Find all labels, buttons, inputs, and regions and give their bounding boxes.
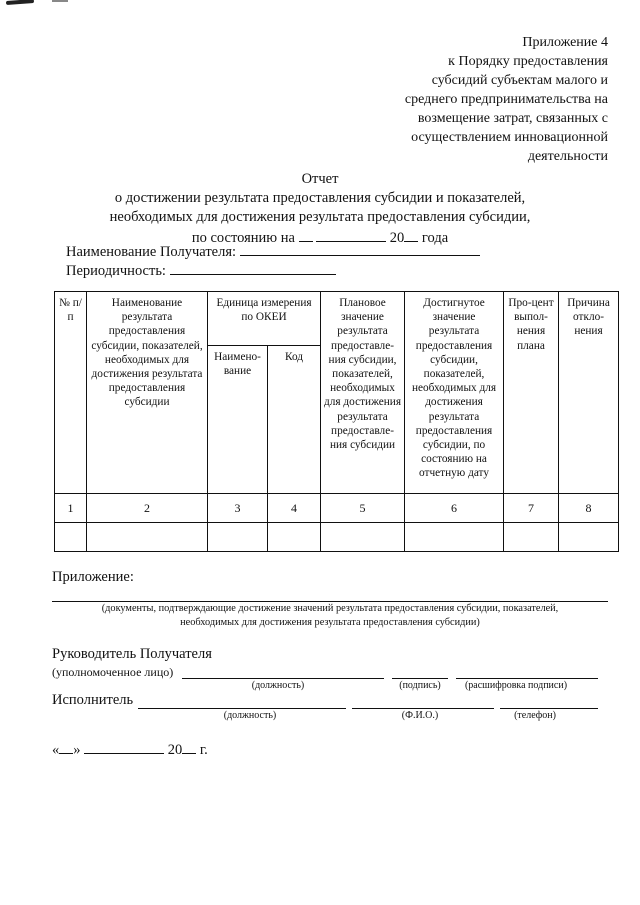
header-unit: Единица измерения по ОКЕИ — [208, 292, 321, 346]
table-cell[interactable] — [268, 523, 321, 552]
report-table — [54, 291, 619, 552]
header-unit-name: Наимено-вание — [208, 346, 268, 494]
appendix-line: Приложение 4 — [522, 35, 608, 50]
attachment-note — [52, 602, 608, 630]
header-percent: Про-цент выпол-нения плана — [504, 292, 559, 494]
table-cell[interactable] — [55, 523, 87, 552]
authorized-label: (уполномоченное лицо) — [52, 665, 174, 679]
recipient-input-line[interactable] — [240, 241, 480, 256]
date-year-suffix: г. — [199, 742, 208, 758]
scan-artifact — [6, 0, 34, 5]
date-year-prefix: 20 — [167, 742, 183, 758]
scan-artifact — [52, 0, 68, 2]
report-title: Отчет — [301, 171, 339, 187]
table-cell[interactable] — [321, 523, 405, 552]
appendix-line: среднего предпринимательства на — [404, 92, 608, 107]
caption-decoding: (расшифровка подписи) — [464, 680, 568, 691]
table-header-row — [55, 292, 619, 346]
header-result-name: Наименование результата предоставления субсидии, показателей, необходимых для достижения результата предоставления субсидии — [87, 292, 208, 494]
executor-label: Исполнитель — [52, 692, 134, 708]
column-number: 6 — [405, 494, 504, 523]
attachment-label: Приложение: — [52, 569, 134, 585]
column-number: 2 — [87, 494, 208, 523]
head-label: Руководитель Получателя — [52, 646, 212, 662]
day-blank[interactable] — [299, 227, 313, 242]
column-number: 4 — [268, 494, 321, 523]
table-cell[interactable] — [559, 523, 619, 552]
date-open-quote: « — [52, 742, 60, 758]
report-subtitle-line2: необходимых для достижения результата предоставления субсидии, — [109, 209, 531, 225]
table-cell[interactable] — [504, 523, 559, 552]
position-line[interactable] — [182, 678, 384, 679]
report-title-block — [0, 170, 640, 248]
periodicity-row — [66, 260, 336, 280]
header-achieved: Достигнутое значение результата предоставления субсидии, показателей, необходимых для достижения результата предоставления субсидии, по состоянию на отчетную дату — [405, 292, 504, 494]
appendix-line: субсидий субъектам малого и — [431, 73, 608, 88]
year-prefix: 20 — [389, 230, 405, 246]
header-reason: Причина откло-нения — [559, 292, 619, 494]
column-number: 8 — [559, 494, 619, 523]
table-cell[interactable] — [87, 523, 208, 552]
report-subtitle-line1: о достижении результата предоставления субсидии и показателей, — [114, 190, 526, 206]
year-suffix: года — [421, 230, 449, 246]
caption-position-2: (должность) — [223, 710, 277, 721]
date-month-blank[interactable] — [84, 739, 164, 754]
periodicity-input-line[interactable] — [170, 260, 336, 275]
date-line — [52, 739, 208, 759]
date-day-blank[interactable] — [59, 739, 73, 754]
column-number: 7 — [504, 494, 559, 523]
periodicity-label: Периодичность: — [66, 263, 166, 279]
decoding-line[interactable] — [456, 678, 598, 679]
appendix-line: осуществлением инновационной — [411, 130, 608, 145]
recipient-row — [66, 241, 480, 261]
caption-position: (должность) — [251, 680, 305, 691]
year-blank[interactable] — [404, 227, 418, 242]
date-year-blank[interactable] — [182, 739, 196, 754]
caption-signature: (подпись) — [399, 680, 441, 691]
month-blank[interactable] — [316, 227, 386, 242]
date-close-quote: » — [73, 742, 81, 758]
appendix-line: к Порядку предоставления — [448, 54, 608, 69]
table-row — [55, 494, 619, 523]
as-of-label: по состоянию на — [191, 230, 295, 246]
column-number: 5 — [321, 494, 405, 523]
column-number: 3 — [208, 494, 268, 523]
executor-phone-line[interactable] — [500, 708, 598, 709]
table-row — [55, 523, 619, 552]
appendix-line: возмещение затрат, связанных с — [417, 111, 608, 126]
caption-phone: (телефон) — [514, 710, 556, 721]
header-unit-code: Код — [268, 346, 321, 494]
appendix-header — [348, 33, 608, 166]
signature-line[interactable] — [392, 678, 448, 679]
recipient-label: Наименование Получателя: — [66, 244, 237, 260]
attachment-note-line2: необходимых для достижения результата предоставления субсидии) — [180, 617, 480, 628]
executor-fio-line[interactable] — [352, 708, 494, 709]
table-cell[interactable] — [208, 523, 268, 552]
executor-position-line[interactable] — [138, 708, 346, 709]
header-planned: Плановое значение результата предоставле-ния субсидии, показателей, необходимых для достижения результата предоставле-ния субсидии — [321, 292, 405, 494]
header-num: № п/п — [55, 292, 87, 494]
attachment-note-line1: (документы, подтверждающие достижение значений результата предоставления субсидии, показателей, — [101, 603, 559, 614]
table-cell[interactable] — [405, 523, 504, 552]
caption-fio: (Ф.И.О.) — [401, 710, 439, 721]
appendix-line: деятельности — [527, 149, 608, 164]
column-number: 1 — [55, 494, 87, 523]
